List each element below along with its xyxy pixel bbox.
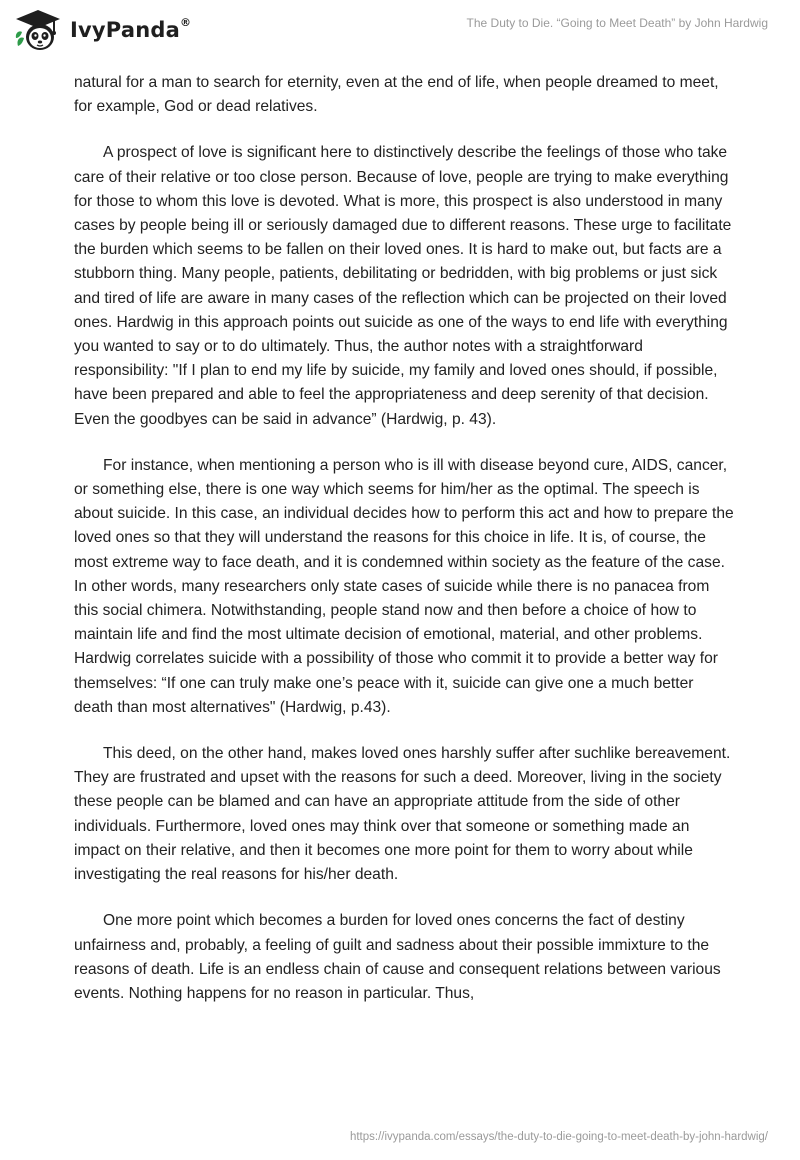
brand-name: IvyPanda® [70,16,192,42]
source-url[interactable]: https://ivypanda.com/essays/the-duty-to-die-going-to-meet-death-by-john-hardwig/ [349,1131,768,1143]
paragraph: For instance, when mentioning a person who is ill with disease beyond cure, AIDS, cancer, or something else, there is one way which seems for him/her as the optimal. The speech is about suicide. In this case, an individual decides how to perform this act and how to prepare the loved ones so that they will understand the reasons for this choice in life. It is, of course, the most extreme way to face death, and it is condemned within society as the feature of the case. In other words, many researchers only state cases of suicide while there is no panacea from this social chimera. Notwithstanding, people stand now and then before a choice of how to maintain life and find the most ultimate decision of emotional, material, and other problems. Hardwig correlates suicide with a possibility of those who commit it to provide a better way for themselves: “If one can truly make one’s peace with it, suicide can give one a much better death than most alternatives" (Hardwig, p.43). [74,456,734,716]
paragraph: This deed, on the other hand, makes loved ones harshly suffer after suchlike bereavement. They are frustrated and upset with the reasons for such a deed. Moreover, living in the society these people can be blamed and can have an appropriate attitude from the side of other individuals. Furthermore, loved ones may think over that someone or something made an impact on their relative, and then it becomes one more point for them to worry about while investigating the real reasons for his/her death. [74,745,731,884]
essay-body [74,71,734,1028]
paragraph: A prospect of love is significant here to distinctively describe the feelings of those who take care of their relative or too close person. Because of love, people are trying to make everything for those to whom this love is devoted. What is more, this prospect is also understood in many cases by people being ill or seriously damaged due to different reasons. These urge to facilitate the burden which seems to be fallen on their loved ones. It is hard to make out, but facts are a stubborn thing. Many people, patients, debilitating or bedridden, with big problems or just sick and tired of life are aware in many cases of the reflection which can be projected on their loved ones. Hardwig in this approach points out suicide as one of the ways to end life with everything you wanted to say or to do ultimately. Thus, the author notes with a straightforward responsibility: "If I plan to end my life by suicide, my family and loved ones should, if possible, have been prepared and able to feel the appropriateness and deep serenity of that decision. Even the goodbyes can be said in advance” (Hardwig, p. 43). [74,144,732,428]
page-header [0,0,800,70]
panda-graduate-icon [14,8,62,52]
document-title: The Duty to Die. “Going to Meet Death” by John Hardwig [466,16,768,30]
paragraph: natural for a man to search for eternity, even at the end of life, when people dreamed to meet, for example, God or dead relatives. [74,74,719,116]
ivypanda-logo[interactable] [14,8,191,52]
paragraph: One more point which becomes a burden for loved ones concerns the fact of destiny unfairness and, probably, a feeling of guilt and sadness about their possible immixture to the reasons of death. Life is an endless chain of cause and consequent relations between various events. Nothing happens for no reason in particular. Thus, [74,912,721,1002]
